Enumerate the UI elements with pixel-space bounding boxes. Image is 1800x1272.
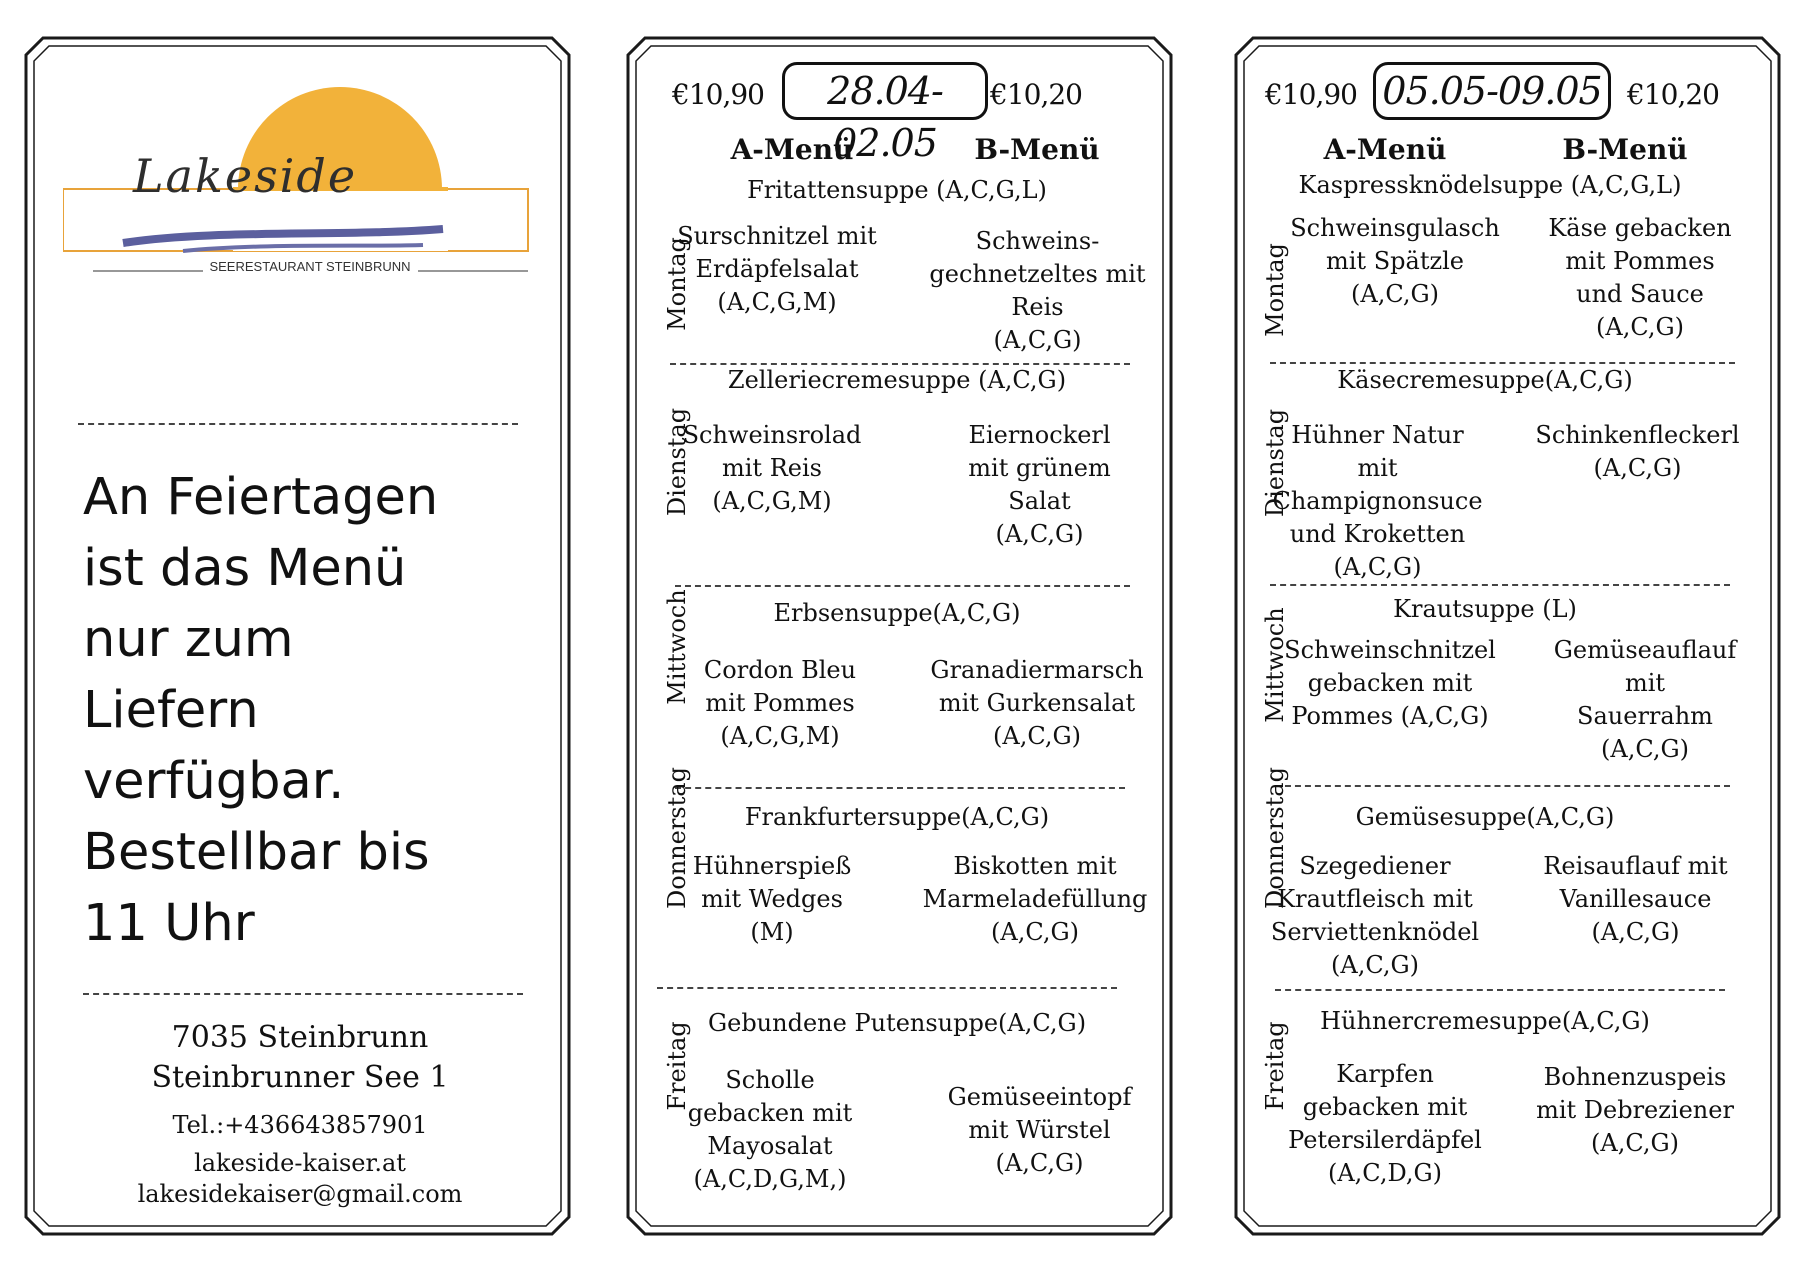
dish-b-friday: Bohnenzuspeis mit Debreziener (A,C,G) — [1536, 1063, 1734, 1157]
phone-number: Tel.:+436643857901 — [172, 1111, 428, 1139]
holiday-line: 11 Uhr — [83, 894, 255, 953]
price-b: €10,20 — [990, 78, 1082, 111]
day-label-monday: Montag — [663, 237, 691, 331]
day-divider — [675, 787, 1125, 789]
price-a: €10,90 — [1265, 78, 1357, 111]
week-header — [1235, 59, 1780, 119]
dish-b-monday: Schweins- gechnetzeltes mit Reis (A,C,G) — [929, 227, 1146, 354]
day-label-tuesday: Dienstag — [1261, 408, 1289, 518]
day-divider — [1270, 584, 1730, 586]
price-b: €10,20 — [1627, 78, 1719, 111]
soup-monday: Kaspressknödelsuppe (A,C,G,L) — [1298, 171, 1682, 199]
date-range: 28.04-02.05 — [782, 62, 988, 120]
info-panel — [25, 37, 570, 1235]
logo-wordmark: Lakeside — [133, 149, 358, 203]
soup-thursday: Frankfurtersuppe(A,C,G) — [744, 803, 1050, 831]
dish-a-wednesday: Schweinschnitzel gebacken mit Pommes (A,C,G) — [1284, 636, 1496, 730]
dish-a-thursday: Hühnerspieß mit Wedges (M) — [692, 852, 852, 946]
soup-friday: Gebundene Putensuppe(A,C,G) — [707, 1009, 1087, 1037]
day-label-friday: Freitag — [663, 1021, 691, 1111]
divider — [78, 423, 518, 425]
price-a: €10,90 — [672, 78, 764, 111]
holiday-notice — [83, 462, 553, 959]
soup-tuesday: Käsecremesuppe(A,C,G) — [1337, 366, 1633, 394]
dish-a-monday: Surschnitzel mit Erdäpfelsalat (A,C,G,M) — [677, 222, 877, 316]
dish-b-thursday: Biskotten mit Marmeladefüllung (A,C,G) — [922, 852, 1148, 946]
soup-wednesday: Erbsensuppe(A,C,G) — [773, 599, 1021, 627]
day-label-wednesday: Mittwoch — [663, 589, 691, 705]
dish-a-friday: Karpfen gebacken mit Petersilerdäpfel (A,C,D,G) — [1288, 1060, 1482, 1187]
soup-tuesday: Zelleriecremesuppe (A,C,G) — [727, 366, 1067, 394]
day-label-tuesday: Dienstag — [663, 407, 691, 517]
day-divider — [657, 987, 1117, 989]
day-label-thursday: Donnerstag — [1261, 767, 1289, 909]
soup-friday: Hühnercremesuppe(A,C,G) — [1320, 1007, 1650, 1035]
holiday-line: An Feiertagen — [83, 468, 439, 527]
holiday-line: Liefern — [83, 681, 259, 740]
dish-a-tuesday: Hühner Natur mit Champignonsuce und Kroketten (A,C,G) — [1272, 421, 1483, 581]
day-divider — [1275, 785, 1730, 787]
dish-a-tuesday: Schweinsrolad mit Reis (A,C,G,M) — [682, 421, 862, 515]
menu-a-heading: A-Menü — [1323, 133, 1447, 166]
holiday-line: nur zum — [83, 610, 294, 669]
dish-b-thursday: Reisauflauf mit Vanillesauce (A,C,G) — [1543, 852, 1728, 946]
dish-a-thursday: Szegediener Krautfleisch mit Serviettenknödel (A,C,G) — [1270, 852, 1480, 979]
dish-a-friday: Scholle gebacken mit Mayosalat (A,C,D,G,M,) — [687, 1066, 853, 1193]
dish-b-tuesday: Eiernockerl mit grünem Salat (A,C,G) — [968, 421, 1111, 548]
dish-b-tuesday: Schinkenfleckerl (A,C,G) — [1535, 421, 1740, 482]
holiday-line: verfügbar. — [83, 752, 345, 811]
menu-b-heading: B-Menü — [974, 133, 1100, 166]
dish-b-wednesday: Gemüseauflauf mit Sauerrahm (A,C,G) — [1553, 636, 1737, 763]
dish-b-wednesday: Granadiermarsch mit Gurkensalat (A,C,G) — [930, 656, 1144, 750]
address-street: Steinbrunner See 1 — [151, 1060, 449, 1095]
day-label-thursday: Donnerstag — [663, 767, 691, 909]
panel-frame — [627, 37, 1172, 1235]
email-link[interactable]: lakesidekaiser@gmail.com — [137, 1180, 463, 1208]
date-range: 05.05-09.05 — [1373, 62, 1611, 120]
dish-a-monday: Schweinsgulasch mit Spätzle (A,C,G) — [1290, 214, 1500, 308]
menu-week-2 — [1235, 37, 1780, 1235]
soup-monday: Fritattensuppe (A,C,G,L) — [747, 176, 1047, 204]
dish-b-monday: Käse gebacken mit Pommes und Sauce (A,C,G) — [1548, 214, 1732, 341]
holiday-line: ist das Menü — [83, 539, 407, 598]
day-label-wednesday: Mittwoch — [1261, 607, 1289, 723]
menu-week-1 — [627, 37, 1172, 1235]
restaurant-logo — [63, 79, 557, 276]
day-label-monday: Montag — [1261, 243, 1289, 337]
day-divider — [1275, 989, 1725, 991]
holiday-line: Bestellbar bis — [83, 823, 430, 882]
soup-thursday: Gemüsesuppe(A,C,G) — [1355, 803, 1615, 831]
menu-a-heading: A-Menü — [730, 133, 854, 166]
day-divider — [675, 585, 1130, 587]
website-link[interactable]: lakeside-kaiser.at — [194, 1149, 406, 1177]
dish-a-wednesday: Cordon Bleu mit Pommes (A,C,G,M) — [703, 656, 857, 750]
logo-subtitle: SEERESTAURANT STEINBRUNN — [209, 259, 411, 274]
soup-wednesday: Krautsuppe (L) — [1393, 595, 1577, 623]
day-label-friday: Freitag — [1261, 1021, 1289, 1111]
divider — [83, 993, 523, 995]
menu-b-heading: B-Menü — [1562, 133, 1688, 166]
dish-b-friday: Gemüseeintopf mit Würstel (A,C,G) — [947, 1083, 1132, 1177]
address-city: 7035 Steinbrunn — [171, 1020, 429, 1055]
